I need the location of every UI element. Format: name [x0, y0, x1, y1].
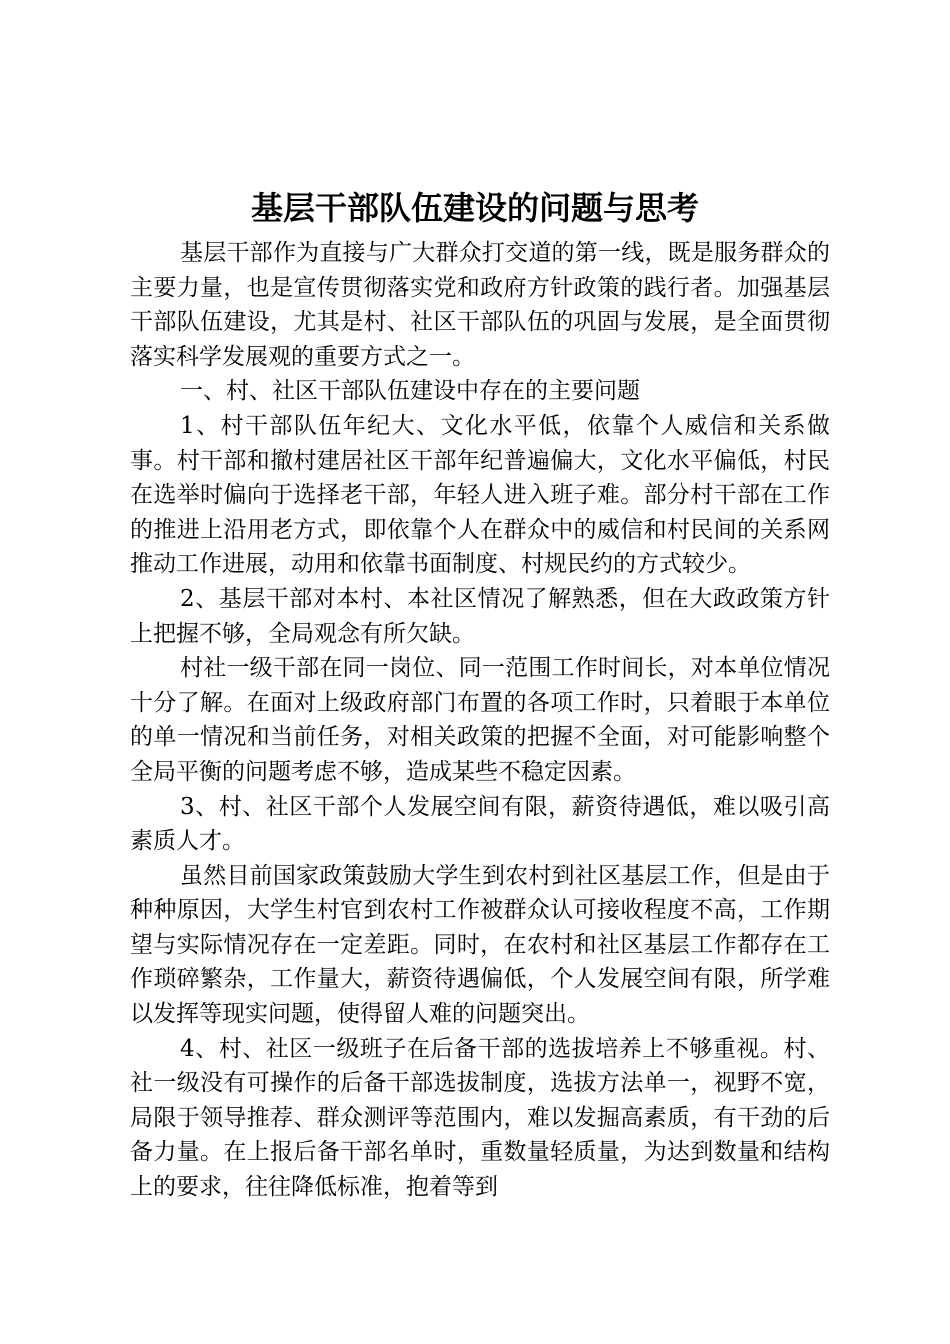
- document-title: 基层干部队伍建设的问题与思考: [250, 189, 699, 227]
- paragraph-point-2: 2、基层干部对本村、本社区情况了解熟悉，但在大政政策方针上把握不够，全局观念有所欠缺。: [130, 585, 830, 647]
- paragraph-point-1: 1、村干部队伍年纪大、文化水平低，依靠个人威信和关系做事。村干部和撤村建居社区干部年纪普遍偏大，文化水平偏低，村民在选举时偏向于选择老干部，年轻人进入班子难。部分村干部在工作的推进上沿用老方式，即依靠个人在群众中的威信和村民间的关系网推动工作进展，动用和依靠书面制度、村规民约的方式较少。: [130, 412, 830, 578]
- paragraph-point-3: 3、村、社区干部个人发展空间有限，薪资待遇低，难以吸引高素质人才。: [130, 793, 830, 855]
- paragraph-point-2-detail: 村社一级干部在同一岗位、同一范围工作时间长，对本单位情况十分了解。在面对上级政府部门布置的各项工作时，只着眼于本单位的单一情况和当前任务，对相关政策的把握不全面，对可能影响整个全局平衡的问题考虑不够，造成某些不稳定因素。: [130, 655, 830, 785]
- document-body: [130, 236, 830, 1205]
- paragraph-point-3-detail: 虽然目前国家政策鼓励大学生到农村到社区基层工作，但是由于种种原因，大学生村官到农村工作被群众认可接收程度不高，工作期望与实际情况存在一定差距。同时，在农村和社区基层工作都存在工作琐碎繁杂，工作量大，薪资待遇偏低，个人发展空间有限，所学难以发挥等现实问题，使得留人难的问题突出。: [130, 862, 830, 1028]
- section-heading: 一、村、社区干部队伍建设中存在的主要问题: [180, 378, 640, 405]
- paragraph-point-4: 4、村、社区一级班子在后备干部的选拔培养上不够重视。村、社一级没有可操作的后备干部选拔制度，选拔方法单一，视野不宽，局限于领导推荐、群众测评等范围内，难以发掘高素质，有干劲的后备力量。在上报后备干部名单时，重数量轻质量，为达到数量和结构上的要求，往往降低标准，抱着等到: [130, 1035, 830, 1201]
- paragraph-intro: 基层干部作为直接与广大群众打交道的第一线，既是服务群众的主要力量，也是宣传贯彻落实党和政府方针政策的践行者。加强基层干部队伍建设，尤其是村、社区干部队伍的巩固与发展，是全面贯彻落实科学发展观的重要方式之一。: [130, 240, 830, 370]
